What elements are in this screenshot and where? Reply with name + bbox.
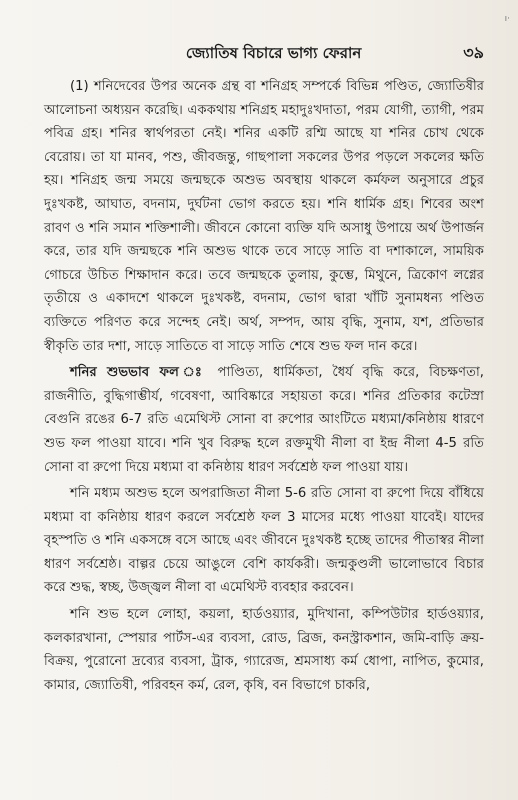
paragraph-text: শনি শুভ হলে লোহা, কয়লা, হার্ডওয়্যার, মুদিখানা, কম্পিউটার হার্ডওয়্যার, কলকারখানা, স্পেয়ার পার্টস-এর ব্যবসা, রোড, ব্রিজ, কনস্ট্রাকশান, জমি-বাড়ি ক্রয়-বিক্রয়, পুরোনো দ্রব্যের ব্যবসা, ট্রাক, গ্যারেজ, শ্রমসাধ্য কর্ম ধোপা, নাপিত, কুমোর, কামার, জ্যোতিষী, পরিবহন কর্ম, রেল, কৃষি, বন বিভাগে চাকরি, (44, 607, 484, 693)
page-header (44, 40, 484, 67)
paragraph-4 (44, 603, 484, 697)
paragraph-lead-heading: শনির শুভভাব ফল ঃ (70, 365, 208, 381)
running-title: জ্যোতিষ বিচারে ভাগ্য ফেরান (185, 44, 362, 62)
paragraph-text: পাণ্ডিত্য, ধার্মিকতা, ধৈর্য বৃদ্ধি করে, বিচক্ষণতা, রাজনীতি, বুদ্ধিগাম্ভীর্য, গবেষণা, আবিষ্কারে সহায়তা করে। শনির প্রতিকার কটেস্রা বেগুনি রঙের 6-7 রতি এমেথিস্ট সোনা বা রুপোর আংটিতে মধ্যমা/কনিষ্ঠায় ধারণে শুভ ফল পাওয়া যাবে। শনি খুব বিরুদ্ধ হলে রক্তমুখী নীলা বা ইন্দ্র নীলা 4-5 রতি সোনা বা রুপো দিয়ে মধ্যমা বা কনিষ্ঠায় ধারণ সর্বশ্রেষ্ঠ ফল পাওয়া যায়। (44, 365, 484, 475)
page-number: ৩৯ (463, 43, 484, 62)
paragraph-2 (44, 361, 484, 479)
paragraph-1 (44, 75, 484, 358)
paragraph-text: (1) শনিদেবের উপর অনেক গ্রন্থ বা শনিগ্রহ সম্পর্কে বিভিন্ন পণ্ডিত, জ্যোতিষীর আলোচনা অধ্যয়ন করেছি। এককথায় শনিগ্রহ মহাদুঃখদাতা, পরম যোগী, ত্যাগী, পরম পবিত্র গ্রহ। শনির স্বার্থপরতা নেই। শনির একটি রশ্মি আছে যা শনির চোখ থেকে বেরোয়। তা যা মানব, পশু, জীবজন্তু, গাছপালা সকলের উপর পড়লে সকলের ক্ষতি হয়। শনিগ্রহ জন্ম সময়ে জন্মছকে অশুভ অবস্থায় থাকলে কর্মফল অনুসারে প্রচুর দুঃখকষ্ট, আঘাত, বদনাম, দুর্ঘটনা ভোগ করতে হয়। শনি ধার্মিক গ্রহ। শিবের অংশ রাবণ ও শনি সমান শক্তিশালী। জীবনে কোনো ব্যক্তি যদি অসাধু উপায়ে অর্থ উপার্জন করে, তার যদি জন্মছকে শনি অশুভ থাকে তবে সাড়ে সাতি বা দশাকালে, সাময়িক গোচরে উচিত শিক্ষাদান করে। তবে জন্মছকে তুলায়, কুম্ভে, মিথুনে, ত্রিকোণ লগ্নের তৃতীয়ে ও একাদশে থাকলে দুঃখকষ্ট, বদনাম, ভোগ দ্বারা খাঁটি সুনামধন্য পণ্ডিত ব্যক্তিতে পরিণত করে সন্দেহ নেই। অর্থ, সম্পদ, আয় বৃদ্ধি, সুনাম, যশ, প্রতিভার স্বীকৃতি তার দশা, সাড়ে সাতিতে বা সাড়ে সাতি শেষে শুভ ফল দান করে। (44, 79, 484, 354)
paragraph-3 (44, 482, 484, 600)
corner-mark: ı· (504, 14, 510, 24)
paragraph-text: শনি মধ্যম অশুভ হলে অপরাজিতা নীলা 5-6 রতি সোনা বা রুপো দিয়ে বাঁধিয়ে মধ্যমা বা কনিষ্ঠায় ধারণ করলে সর্বশ্রেষ্ঠ ফল 3 মাসের মধ্যে পাওয়া যাবেই। যাদের বৃহস্পতি ও শনি একসঙ্গে বসে আছে এবং জীবনে দুঃখকষ্ট হচ্ছে তাদের পীতাস্বর নীলা ধারণ সর্বশ্রেষ্ঠ। বাল্গর চেয়ে আঙুলে বেশি কার্যকরী। জন্মকুণ্ডলী ভালোভাবে বিচার করে শুদ্ধ, স্বচ্ছ, উজ্জ্বল নীলা বা এমেথিস্ট ব্যবহার করবেন। (44, 486, 484, 596)
